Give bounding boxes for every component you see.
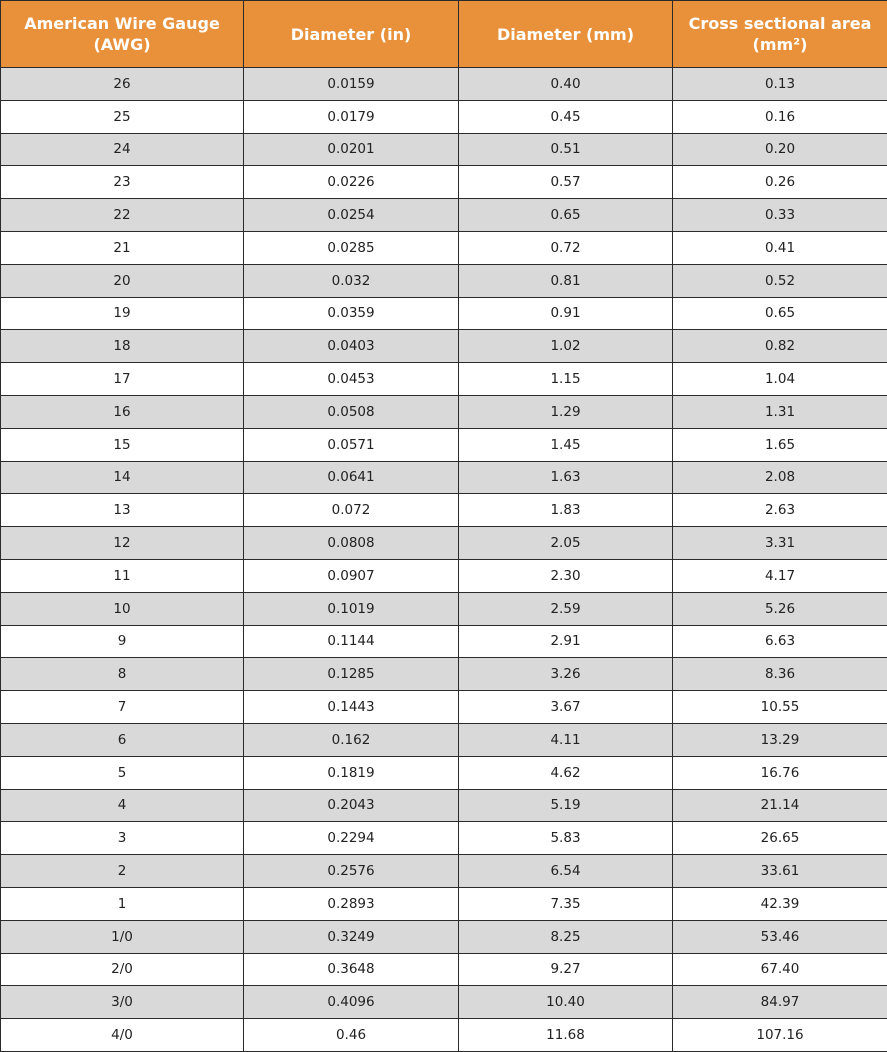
table-row [1,363,887,396]
cell-cross-sectional-area: 2.08 [673,461,887,494]
cell-diameter-mm: 0.57 [459,166,673,199]
table-row [1,986,887,1019]
table-row [1,953,887,986]
cell-cross-sectional-area: 107.16 [673,1019,887,1052]
cell-awg: 19 [1,297,244,330]
cell-diameter-in: 0.3648 [244,953,459,986]
cell-cross-sectional-area: 42.39 [673,887,887,920]
cell-cross-sectional-area: 8.36 [673,658,887,691]
cell-diameter-mm: 2.30 [459,559,673,592]
cell-cross-sectional-area: 0.65 [673,297,887,330]
cell-diameter-mm: 4.62 [459,756,673,789]
cell-diameter-mm: 2.05 [459,527,673,560]
cell-cross-sectional-area: 0.33 [673,199,887,232]
cell-diameter-mm: 10.40 [459,986,673,1019]
cell-diameter-mm: 6.54 [459,855,673,888]
table-row [1,461,887,494]
cell-awg: 22 [1,199,244,232]
table-row [1,199,887,232]
cell-awg: 5 [1,756,244,789]
cell-diameter-in: 0.46 [244,1019,459,1052]
table-row [1,133,887,166]
table-header [1,1,887,68]
cell-diameter-in: 0.0359 [244,297,459,330]
cell-diameter-in: 0.2576 [244,855,459,888]
cell-diameter-mm: 8.25 [459,920,673,953]
cell-awg: 21 [1,231,244,264]
cell-diameter-in: 0.1443 [244,691,459,724]
cell-diameter-in: 0.0226 [244,166,459,199]
cell-diameter-mm: 2.91 [459,625,673,658]
cell-diameter-mm: 9.27 [459,953,673,986]
cell-cross-sectional-area: 1.04 [673,363,887,396]
cell-diameter-in: 0.0508 [244,395,459,428]
cell-diameter-in: 0.2294 [244,822,459,855]
cell-diameter-mm: 0.81 [459,264,673,297]
table-row [1,166,887,199]
cell-awg: 3/0 [1,986,244,1019]
cell-cross-sectional-area: 3.31 [673,527,887,560]
cell-awg: 16 [1,395,244,428]
cell-awg: 2/0 [1,953,244,986]
table-row [1,559,887,592]
table-row [1,231,887,264]
cell-awg: 11 [1,559,244,592]
cell-awg: 10 [1,592,244,625]
cell-awg: 9 [1,625,244,658]
cell-cross-sectional-area: 13.29 [673,723,887,756]
table-row [1,395,887,428]
cell-diameter-in: 0.3249 [244,920,459,953]
cell-diameter-mm: 1.63 [459,461,673,494]
cell-diameter-mm: 5.19 [459,789,673,822]
cell-awg: 12 [1,527,244,560]
cell-cross-sectional-area: 1.31 [673,395,887,428]
cell-cross-sectional-area: 0.82 [673,330,887,363]
cell-cross-sectional-area: 10.55 [673,691,887,724]
cell-cross-sectional-area: 5.26 [673,592,887,625]
cell-diameter-in: 0.032 [244,264,459,297]
cell-diameter-mm: 1.45 [459,428,673,461]
cell-cross-sectional-area: 67.40 [673,953,887,986]
cell-diameter-mm: 0.45 [459,100,673,133]
cell-cross-sectional-area: 0.20 [673,133,887,166]
cell-awg: 25 [1,100,244,133]
cell-diameter-in: 0.4096 [244,986,459,1019]
cell-cross-sectional-area: 4.17 [673,559,887,592]
cell-awg: 1/0 [1,920,244,953]
table-body [1,68,887,1052]
header-diameter-mm: Diameter (mm) [459,1,673,68]
cell-awg: 13 [1,494,244,527]
cell-cross-sectional-area: 6.63 [673,625,887,658]
cell-cross-sectional-area: 0.52 [673,264,887,297]
cell-diameter-in: 0.162 [244,723,459,756]
cell-cross-sectional-area: 53.46 [673,920,887,953]
table-row [1,100,887,133]
cell-cross-sectional-area: 0.16 [673,100,887,133]
header-awg: American Wire Gauge (AWG) [1,1,244,68]
cell-awg: 26 [1,68,244,101]
cell-diameter-in: 0.1819 [244,756,459,789]
cell-diameter-mm: 0.65 [459,199,673,232]
cell-diameter-mm: 0.72 [459,231,673,264]
cell-diameter-in: 0.1144 [244,625,459,658]
cell-diameter-in: 0.0201 [244,133,459,166]
cell-diameter-in: 0.0179 [244,100,459,133]
cell-diameter-in: 0.0641 [244,461,459,494]
cell-awg: 17 [1,363,244,396]
header-cross-sectional-area: Cross sectional area (mm²) [673,1,887,68]
cell-awg: 1 [1,887,244,920]
table-row [1,494,887,527]
table-row [1,723,887,756]
cell-awg: 23 [1,166,244,199]
cell-awg: 24 [1,133,244,166]
cell-diameter-in: 0.072 [244,494,459,527]
table-row [1,887,887,920]
cell-awg: 6 [1,723,244,756]
table-row [1,691,887,724]
cell-diameter-mm: 1.02 [459,330,673,363]
table-row [1,297,887,330]
cell-cross-sectional-area: 0.41 [673,231,887,264]
cell-diameter-in: 0.0907 [244,559,459,592]
cell-cross-sectional-area: 0.13 [673,68,887,101]
cell-awg: 4 [1,789,244,822]
cell-diameter-in: 0.0453 [244,363,459,396]
cell-diameter-mm: 1.83 [459,494,673,527]
table-row [1,789,887,822]
cell-diameter-in: 0.0571 [244,428,459,461]
table-row [1,625,887,658]
table-row [1,756,887,789]
cell-awg: 20 [1,264,244,297]
header-diameter-in: Diameter (in) [244,1,459,68]
cell-awg: 4/0 [1,1019,244,1052]
cell-awg: 8 [1,658,244,691]
cell-diameter-in: 0.1019 [244,592,459,625]
cell-cross-sectional-area: 33.61 [673,855,887,888]
cell-cross-sectional-area: 1.65 [673,428,887,461]
table-row [1,68,887,101]
cell-awg: 3 [1,822,244,855]
cell-awg: 7 [1,691,244,724]
table-row [1,592,887,625]
cell-diameter-mm: 0.51 [459,133,673,166]
cell-awg: 15 [1,428,244,461]
cell-diameter-mm: 4.11 [459,723,673,756]
cell-awg: 18 [1,330,244,363]
cell-awg: 14 [1,461,244,494]
table-row [1,920,887,953]
cell-cross-sectional-area: 84.97 [673,986,887,1019]
cell-diameter-in: 0.2043 [244,789,459,822]
cell-cross-sectional-area: 16.76 [673,756,887,789]
table-row [1,264,887,297]
table-row [1,822,887,855]
cell-diameter-mm: 0.91 [459,297,673,330]
cell-diameter-mm: 5.83 [459,822,673,855]
table-row [1,855,887,888]
cell-diameter-in: 0.0159 [244,68,459,101]
cell-diameter-mm: 2.59 [459,592,673,625]
cell-diameter-mm: 0.40 [459,68,673,101]
cell-cross-sectional-area: 26.65 [673,822,887,855]
cell-cross-sectional-area: 2.63 [673,494,887,527]
cell-diameter-mm: 1.15 [459,363,673,396]
cell-cross-sectional-area: 0.26 [673,166,887,199]
cell-diameter-mm: 1.29 [459,395,673,428]
table-row [1,658,887,691]
cell-diameter-in: 0.0254 [244,199,459,232]
table-row [1,330,887,363]
cell-diameter-mm: 11.68 [459,1019,673,1052]
header-row [1,1,887,68]
cell-awg: 2 [1,855,244,888]
table-row [1,527,887,560]
cell-diameter-mm: 7.35 [459,887,673,920]
cell-diameter-mm: 3.67 [459,691,673,724]
cell-diameter-in: 0.1285 [244,658,459,691]
cell-diameter-mm: 3.26 [459,658,673,691]
cell-cross-sectional-area: 21.14 [673,789,887,822]
table-row [1,428,887,461]
cell-diameter-in: 0.0403 [244,330,459,363]
cell-diameter-in: 0.0285 [244,231,459,264]
cell-diameter-in: 0.0808 [244,527,459,560]
cell-diameter-in: 0.2893 [244,887,459,920]
